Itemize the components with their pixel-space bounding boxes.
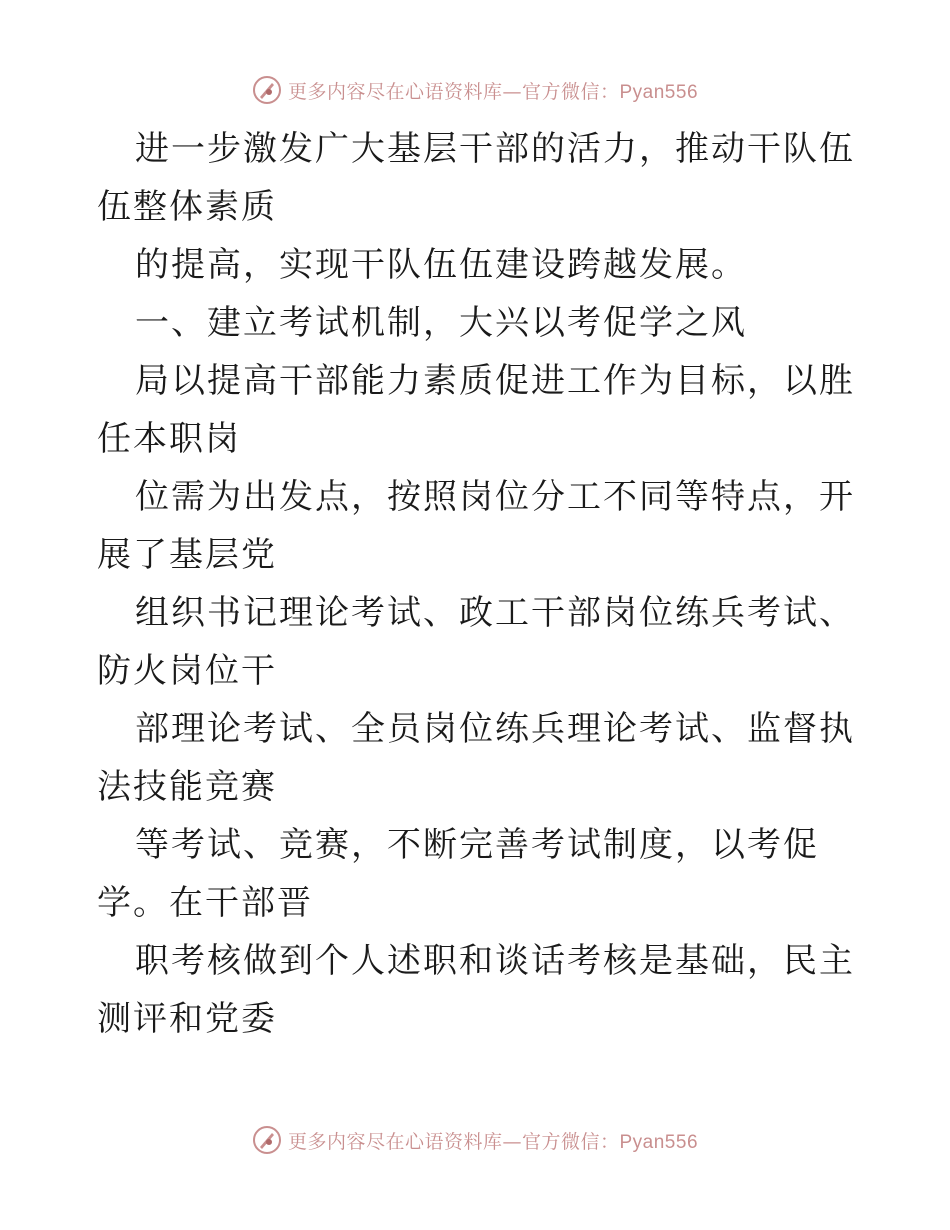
paragraph: 位需为出发点，按照岗位分工不同等特点，开展了基层党 [97, 477, 855, 575]
paragraph: 组织书记理论考试、政工干部岗位练兵考试、防火岗位干 [97, 593, 855, 691]
section-heading: 一、建立考试机制，大兴以考促学之风 [135, 303, 747, 343]
watermark-text [288, 77, 698, 104]
paragraph: 进一步激发广大基层干部的活力，推动干队伍伍整体素质 [97, 129, 855, 227]
paragraph: 的提高，实现干队伍伍建设跨越发展。 [135, 245, 747, 285]
watermark-wechat-id: Pyan556 [619, 1131, 699, 1153]
feather-pen-logo-icon [252, 75, 282, 105]
paragraph: 职考核做到个人述职和谈话考核是基础，民主测评和党委 [97, 941, 855, 1039]
watermark-site-text: 更多内容尽在心语资料库—官方微信： [287, 1130, 620, 1153]
document-body [97, 120, 857, 1048]
watermark-site-text: 更多内容尽在心语资料库—官方微信： [287, 80, 620, 103]
paragraph: 等考试、竞赛，不断完善考试制度，以考促学。在干部晋 [97, 825, 819, 923]
watermark-wechat-id: Pyan556 [619, 81, 699, 103]
paragraph: 局以提高干部能力素质促进工作为目标，以胜任本职岗 [97, 361, 855, 459]
watermark-text [288, 1127, 698, 1154]
feather-pen-logo-icon [252, 1125, 282, 1155]
header-watermark [0, 70, 950, 110]
footer-watermark [0, 1120, 950, 1160]
paragraph: 部理论考试、全员岗位练兵理论考试、监督执法技能竞赛 [97, 709, 855, 807]
